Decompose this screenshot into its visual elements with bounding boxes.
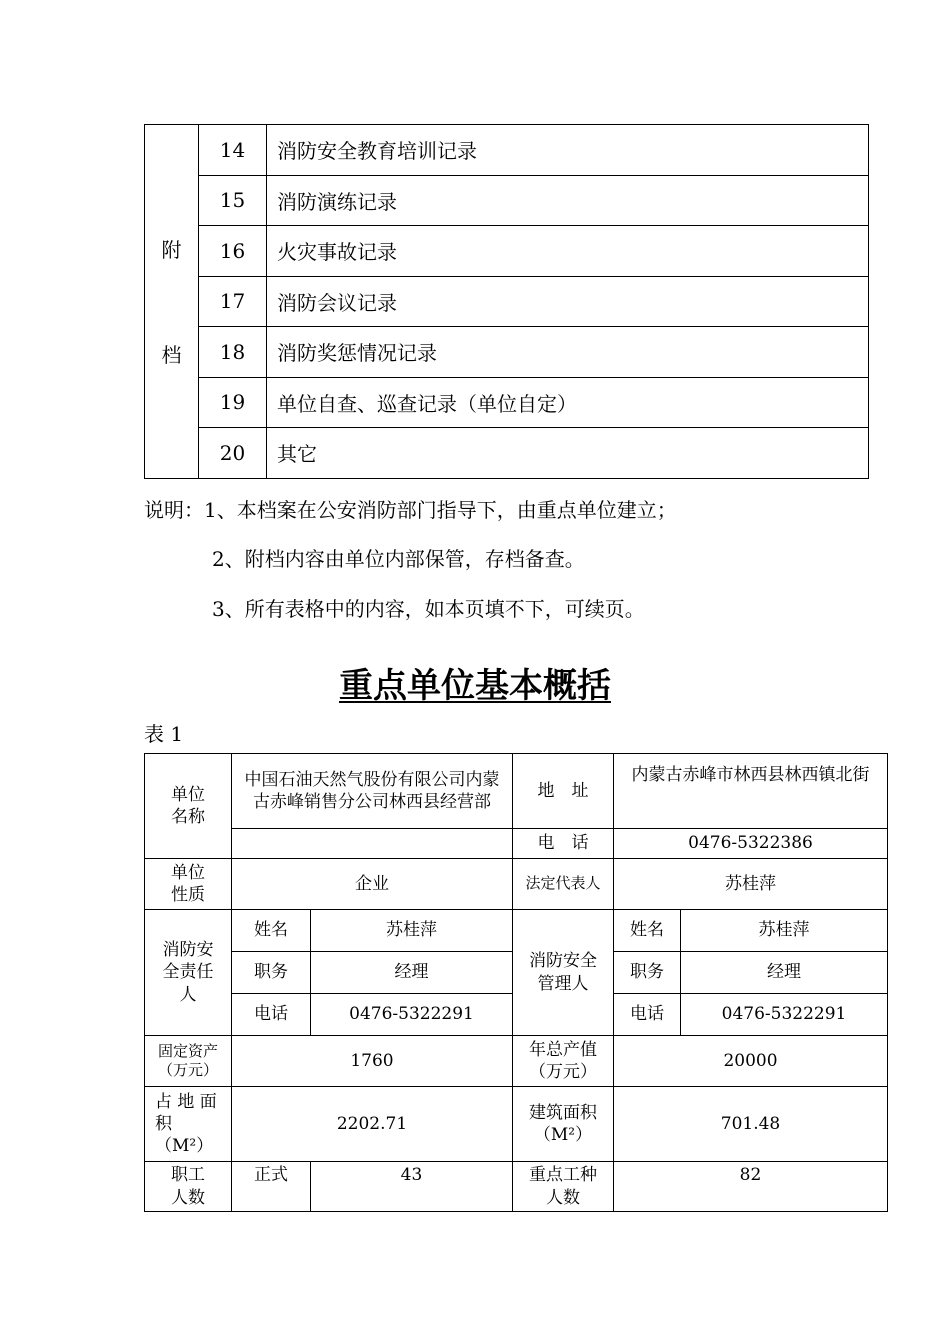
label-line: 固定资产 — [157, 1041, 218, 1060]
resp-name-value: 苏桂萍 — [311, 910, 513, 952]
table-row — [145, 175, 869, 226]
mgr-position-label: 职务 — [614, 952, 681, 994]
unit-name-value: 中国石油天然气股份有限公司内蒙古赤峰销售分公司林西县经营部 — [232, 754, 513, 829]
label-line: 单位 — [171, 784, 205, 805]
key-staff-count: 82 — [614, 1162, 888, 1212]
formal-count: 43 — [311, 1162, 513, 1212]
building-area-value: 701.48 — [614, 1087, 888, 1162]
safety-mgr-label: 消防安全管理人 — [513, 910, 614, 1036]
item-text: 单位自查、巡查记录（单位自定） — [267, 377, 869, 428]
fixed-assets-label — [145, 1036, 232, 1087]
table-row — [145, 859, 888, 910]
resp-phone-label: 电话 — [232, 994, 311, 1036]
phone-value: 0476-5322386 — [614, 829, 888, 859]
annual-output-label — [513, 1036, 614, 1087]
table-row — [145, 428, 869, 479]
table-row — [145, 276, 869, 327]
key-staff-label — [513, 1162, 614, 1212]
label-line: （万元） — [529, 1062, 597, 1082]
side-char: 附 — [161, 238, 182, 263]
table-row — [145, 829, 888, 859]
legal-rep-value: 苏桂萍 — [614, 859, 888, 910]
label-line: 人数 — [171, 1187, 205, 1208]
annual-output-value: 20000 — [614, 1036, 888, 1087]
item-text: 消防奖惩情况记录 — [267, 327, 869, 378]
table-row — [145, 754, 888, 829]
item-number: 16 — [199, 226, 267, 277]
resp-position-value: 经理 — [311, 952, 513, 994]
address-label: 地 址 — [513, 754, 614, 829]
building-area-label — [513, 1087, 614, 1162]
table-label: 表 1 — [144, 722, 184, 746]
legal-rep-label: 法定代表人 — [513, 859, 614, 910]
unit-nature-value: 企业 — [232, 859, 513, 910]
label-line: 单位 — [171, 862, 205, 883]
item-text: 消防安全教育培训记录 — [267, 125, 869, 176]
mgr-phone-value: 0476-5322291 — [681, 994, 888, 1036]
item-number: 19 — [199, 377, 267, 428]
table-row — [145, 1087, 888, 1162]
unit-nature-label — [145, 859, 232, 910]
label-line: 性质 — [171, 885, 205, 905]
table-row — [145, 125, 869, 176]
table-row — [145, 910, 888, 952]
phone-label: 电 话 — [513, 829, 614, 859]
land-area-label — [145, 1087, 232, 1162]
annex-table — [144, 124, 869, 479]
label-line: （M²） — [533, 1125, 593, 1145]
resp-name-label: 姓名 — [232, 910, 311, 952]
address-value: 内蒙古赤峰市林西县林西镇北街 — [614, 754, 888, 829]
label-line: 名称 — [171, 807, 205, 827]
fixed-assets-value: 1760 — [232, 1036, 513, 1087]
unit-name-label — [145, 754, 232, 859]
side-char: 档 — [161, 343, 182, 368]
item-text: 消防会议记录 — [267, 276, 869, 327]
mgr-name-label: 姓名 — [614, 910, 681, 952]
label-line: 职工 — [171, 1165, 205, 1186]
item-number: 20 — [199, 428, 267, 479]
item-number: 15 — [199, 175, 267, 226]
item-number: 14 — [199, 125, 267, 176]
mgr-position-value: 经理 — [681, 952, 888, 994]
label-line: 人数 — [546, 1187, 580, 1208]
label-line: 积 — [155, 1113, 172, 1134]
label-line: （M²） — [155, 1136, 214, 1157]
item-number: 18 — [199, 327, 267, 378]
table-row — [145, 226, 869, 277]
resp-position-label: 职务 — [232, 952, 311, 994]
item-number: 17 — [199, 276, 267, 327]
label-line: 建筑面积 — [529, 1102, 597, 1123]
safety-resp-label: 消防安全责任人 — [145, 910, 232, 1036]
label-line: 重点工种 — [529, 1165, 597, 1186]
note-line-2: 2、附档内容由单位内部保管，存档备查。 — [212, 547, 585, 571]
resp-phone-value: 0476-5322291 — [311, 994, 513, 1036]
table-row — [145, 377, 869, 428]
land-area-value: 2202.71 — [232, 1087, 513, 1162]
unit-name-blank — [232, 829, 513, 859]
annex-side-label — [145, 125, 199, 479]
table-row — [145, 1036, 888, 1087]
label-line: 占 地 面 — [155, 1091, 217, 1112]
label-line: 年总产值 — [529, 1039, 597, 1060]
staff-label — [145, 1162, 232, 1212]
basic-info-table — [144, 753, 888, 1212]
item-text: 火灾事故记录 — [267, 226, 869, 277]
mgr-phone-label: 电话 — [614, 994, 681, 1036]
page-title: 重点单位基本概括 — [339, 666, 611, 706]
item-text: 其它 — [267, 428, 869, 479]
label-line: （万元） — [157, 1061, 218, 1079]
item-text: 消防演练记录 — [267, 175, 869, 226]
table-row — [145, 327, 869, 378]
formal-label: 正式 — [232, 1162, 311, 1212]
table-row — [145, 1162, 888, 1212]
note-line-3: 3、所有表格中的内容，如本页填不下，可续页。 — [212, 597, 645, 621]
mgr-name-value: 苏桂萍 — [681, 910, 888, 952]
note-line-1: 说明：1、本档案在公安消防部门指导下，由重点单位建立； — [144, 498, 677, 522]
